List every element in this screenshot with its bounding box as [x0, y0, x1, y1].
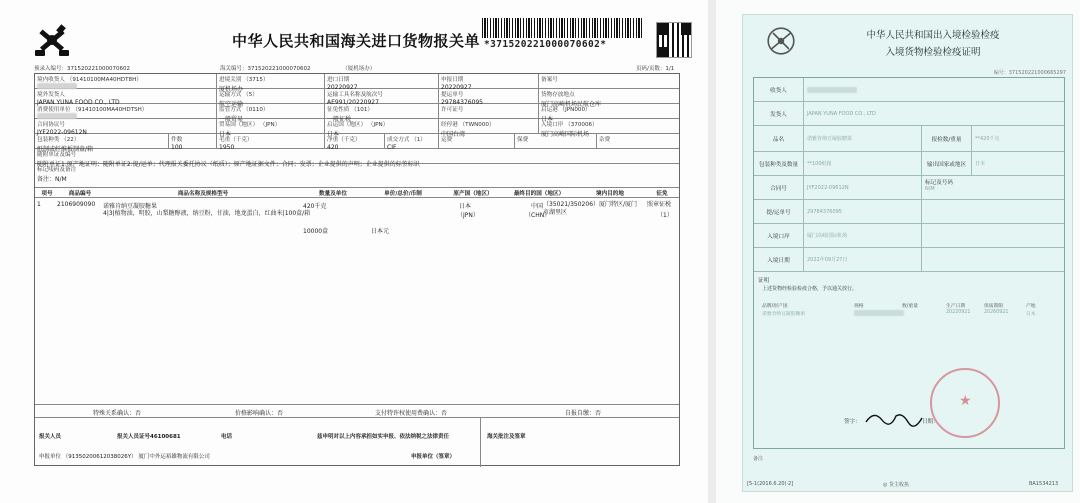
- signature-label: 签字：: [844, 419, 861, 425]
- inspection-certificate-document: [716, 0, 1080, 503]
- goods-spec: 4|3|植物油，明胶，山梨糖醇液，纳豆粉，甘油，地龙蛋白，红曲米|100盒/箱: [103, 210, 311, 217]
- goods-origin: 日本: [459, 203, 472, 210]
- preentry-number: 预录入编号：371520221000070602: [34, 66, 131, 72]
- goods-destination-code: （CHN）: [525, 212, 551, 219]
- serial-number: BA1534213: [1029, 481, 1059, 487]
- date-footer-label: 日期：: [922, 419, 939, 425]
- goods-item-no: 1: [37, 201, 41, 208]
- certificate-subtitle: 入境货物检验检疫证明: [885, 47, 981, 58]
- declaration-table: [34, 73, 680, 466]
- certificate-title: 中华人民共和国出入境检验检疫: [866, 30, 1000, 41]
- goods-origin-code: （JPN）: [457, 212, 479, 219]
- barcode: [482, 18, 642, 38]
- barcode-text: *371520221000070602*: [484, 39, 607, 50]
- customs-emblem-icon: [32, 20, 72, 60]
- official-seal-stamp: [930, 368, 1000, 438]
- remarks-label: 备注: [753, 456, 764, 462]
- goods-levy-code: （1）: [657, 212, 673, 219]
- declaration-row-1: 境内收货人 （91410100MA40HDT8H） 进境关别 （3715） 厦机场办 进口日期 20220927 申报日期 20220927 备案号: [35, 74, 679, 89]
- declarant-block: 报关人员 报关人员证号46100681 电话 兹申明对以上内容承担如实申报、依法纳税之法律责任 海关批注及签章 申报单位 （91350200612038026Y） 厦门中外运裕雄物流有限公司 申报单位（签章）: [35, 418, 679, 467]
- declaration-row-2: 境外发货人 JAPAN YUNA FOOD CO., LTD 运输方式 （5） 航空运输 运输工具名称及航次号 AE991/20220927 提运单号 29784376095 货物存放地点 厦门高崎机场民航仓库: [35, 89, 679, 104]
- marks-row: 标记唛码及备注 备注：N/M: [35, 164, 679, 188]
- declaration-row-5: 包装种类 （22） 纸制或纤维板制盒/箱 件数 100 毛重（千克） 1950 净重（千克） 420 成交方式 （1） CIF 运费 保费 杂费: [35, 134, 679, 149]
- goods-header-row: 项号 商品编号 商品名称及规格型号 数量及单位 单价/总价/币制 原产国（地区） 最终目的国（地区） 境内目的地 征免: [35, 188, 679, 198]
- certificate-paper: [742, 14, 1073, 492]
- page-count: 页码/页数：1/1: [636, 66, 675, 72]
- goods-domestic-dest: （35021/350206）厦门特区/厦门市湖里区: [543, 201, 638, 216]
- goods-qty-weight: 420千克: [303, 203, 327, 210]
- certificate-table: 收货人 发货人 JAPAN YUNA FOOD CO., LTD 品名 诺雅肯纳豆凝胶糖果 报检数/重量 **420千克 包装种类及数量 **100纸箱 输出国家或地区 日本 合同号 JYF2022-09612N 标记及号码 N/M 提/运单号 29784376095 入境口岸 厦门高崎国际机场 入境日期 2022年09月27日 证明 上述货物经检验检疫合格，予以通关放行。 品牌/原产国 规格 数/重量 生产日期 保质期限 产地 诺雅肯纳豆凝胶糖果 20220921 20260921 日本 签字： 日期： ★: [753, 77, 1065, 449]
- goods-destination: 中国: [531, 203, 544, 210]
- confirmation-row: 特殊关系确认：否 价格影响确认：否 支付特许权使用费确认：否 自报自缴：否: [35, 404, 679, 418]
- customs-number: 海关编号：371520221000070602 （厦机场办）: [220, 66, 376, 72]
- goods-name: 诺雅肯纳豆凝胶糖果: [103, 203, 158, 210]
- declaration-row-4: 合同协议号 JYF2022-09612N 贸易国（地区） （JPN） 日本 启运国（地区） （JPN） 日本 经停港 （TWN000） 中国台湾 入境口岸 （370006） 厦门高崎国际机场: [35, 119, 679, 134]
- star-icon: ★: [959, 393, 972, 409]
- certificate-number: 编号：371520221000665297: [993, 70, 1066, 76]
- declaration-title: 中华人民共和国海关进口货物报关单: [232, 32, 481, 50]
- declaration-row-3: 消费使用单位 （91410100MA40HDTSH） 监管方式 （0110） 一般贸易 征免性质 （101） 一般征税 许可证号 启运港 （JPN000） 日本: [35, 104, 679, 119]
- certificate-body: 证明 上述货物经检验检疫合格，予以通关放行。 品牌/原产国 规格 数/重量 生产日期 保质期限 产地 诺雅肯纳豆凝胶糖果 20220921 20260921 日本 签字： 日期： ★: [754, 272, 1064, 450]
- qr-code: [656, 22, 692, 58]
- goods-currency: 日本元: [371, 228, 390, 235]
- signature-scribble-icon: [864, 408, 924, 428]
- goods-levy: 照章征税: [647, 201, 672, 208]
- owner-copy-label: ◎ 货主收执: [883, 482, 909, 488]
- redacted-consignee: [807, 87, 857, 93]
- attached-docs-row: 随附单证及编号 随附单证1:原产地证明；随附单证2:提/运单；代理报关委托协议（纸质）；原产地证据文件；合同；发票；企业提供的声明；企业提供的标签标识: [35, 149, 679, 164]
- goods-hs-code: 2106909090: [57, 201, 96, 208]
- inspection-emblem-icon: [765, 25, 797, 57]
- goods-qty-boxes: 10000盒: [303, 228, 329, 235]
- form-code: [5-1(2016.6.20)·2]: [747, 481, 794, 487]
